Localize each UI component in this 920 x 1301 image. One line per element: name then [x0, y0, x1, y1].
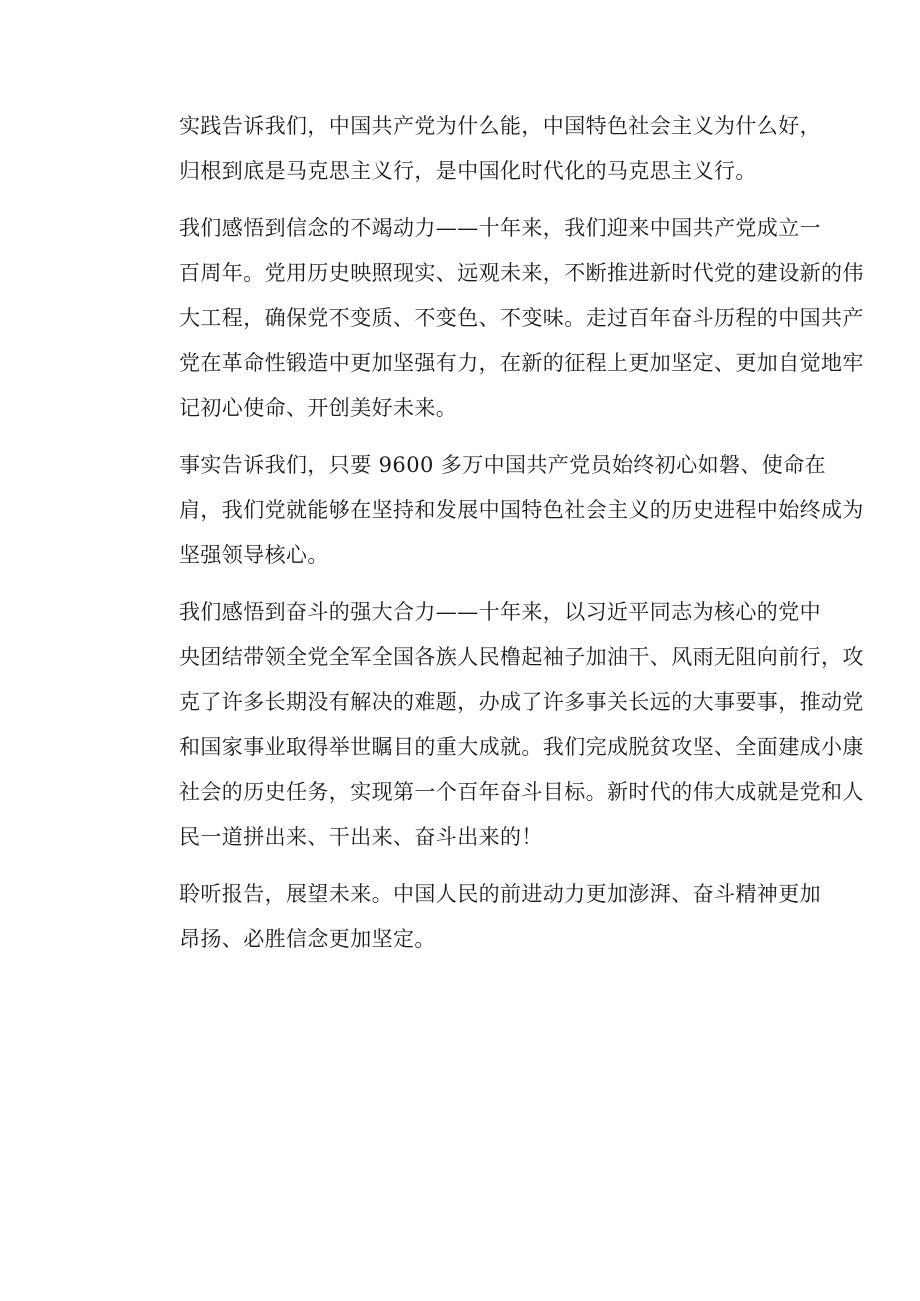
paragraph-line: 我们感悟到奋斗的强大合力——十年来，以习近平同志为核心的党中 [179, 600, 821, 624]
paragraph-line: 克了许多长期没有解决的难题，办成了许多事关长远的大事要事，推动党 [179, 690, 864, 714]
paragraph-line: 我们感悟到信念的不竭动力——十年来，我们迎来中国共产党成立一 [179, 216, 821, 240]
paragraph-line: 聆听报告，展望未来。中国人民的前进动力更加澎湃、奋斗精神更加 [179, 882, 821, 906]
paragraph-5 [137, 872, 821, 962]
paragraph-line: 昂扬、必胜信念更加坚定。 [179, 927, 436, 951]
paragraph-1 [137, 104, 821, 194]
paragraph-line: 实践告诉我们，中国共产党为什么能，中国特色社会主义为什么好， [179, 114, 821, 138]
paragraph-line: 大工程，确保党不变质、不变色、不变味。走过百年奋斗历程的中国共产 [179, 306, 864, 330]
paragraph-line: 党在革命性锻造中更加坚强有力，在新的征程上更加坚定、更加自觉地牢 [179, 351, 864, 375]
paragraph-line: 坚强领导核心。 [179, 543, 329, 567]
paragraph-4 [137, 590, 864, 860]
paragraph-line: 社会的历史任务，实现第一个百年奋斗目标。新时代的伟大成就是党和人 [179, 780, 864, 804]
paragraph-3 [137, 443, 864, 578]
paragraph-line: 央团结带领全党全军全国各族人民橹起袖子加油干、风雨无阻向前行，攻 [179, 645, 864, 669]
paragraph-2 [137, 206, 864, 431]
paragraph-line: 归根到底是马克思主义行，是中国化时代化的马克思主义行。 [179, 159, 757, 183]
paragraph-line: 事实告诉我们，只要 9600 多万中国共产党员始终初心如磐、使命在 [179, 453, 826, 477]
paragraph-line: 民一道拼出来、干出来、奋斗出来的！ [179, 825, 543, 849]
paragraph-line: 和国家事业取得举世瞩目的重大成就。我们完成脱贫攻坚、全面建成小康 [179, 735, 864, 759]
paragraph-line: 记初心使命、开创美好未来。 [179, 396, 458, 420]
paragraph-line: 百周年。党用历史映照现实、远观未来，不断推进新时代党的建设新的伟 [179, 261, 864, 285]
paragraph-line: 肩，我们党就能够在坚持和发展中国特色社会主义的历史进程中始终成为 [179, 498, 864, 522]
document-body [137, 104, 864, 974]
